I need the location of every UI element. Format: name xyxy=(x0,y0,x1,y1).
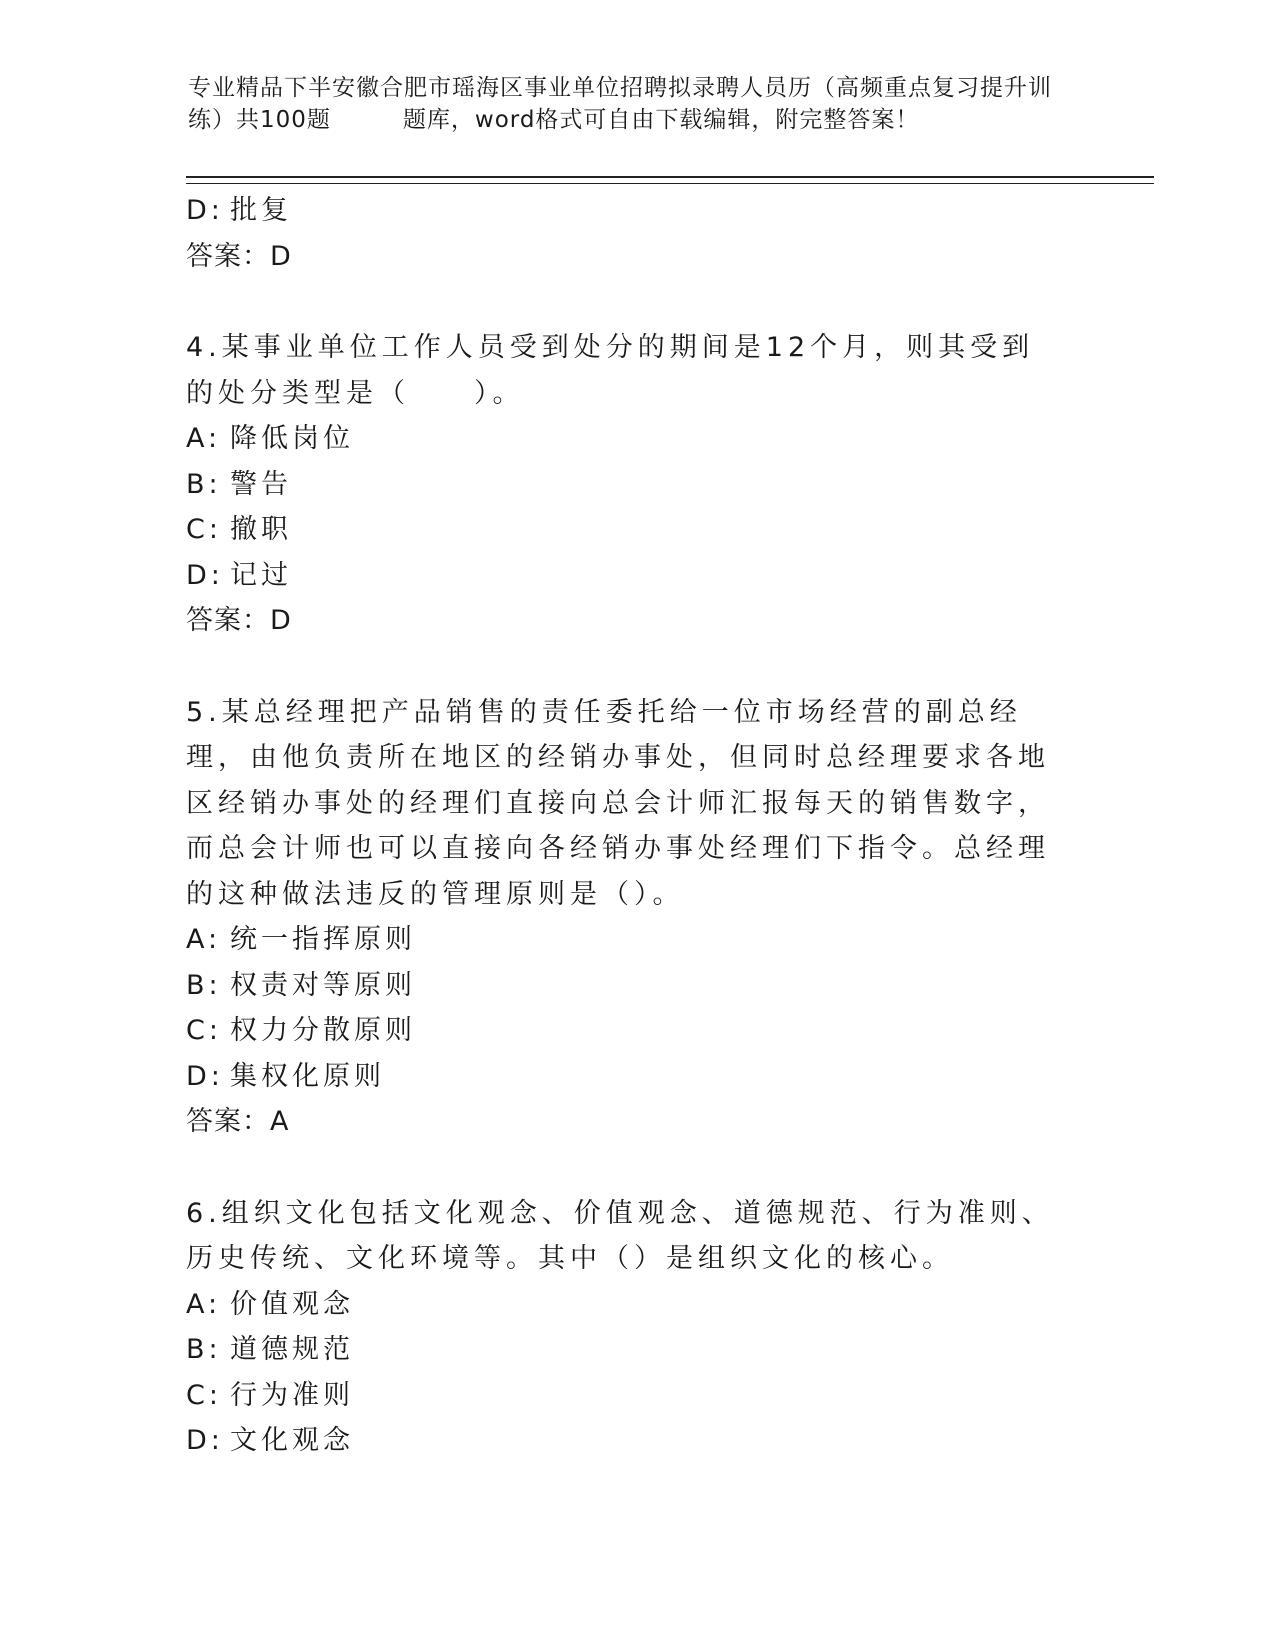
option-text: 道德规范 xyxy=(230,1334,354,1365)
option-item xyxy=(186,1418,1066,1464)
option-text: 降低岗位 xyxy=(230,423,354,454)
option-key: C: xyxy=(186,1379,222,1411)
option-text: 批复 xyxy=(230,195,292,226)
option-item xyxy=(186,188,1066,234)
option-text: 价值观念 xyxy=(230,1288,354,1320)
option-key: C: xyxy=(186,514,222,545)
question-block xyxy=(186,690,1066,1145)
question-block xyxy=(186,325,1066,644)
option-item xyxy=(186,1327,1066,1373)
option-key: A: xyxy=(186,924,222,955)
option-text: 统一指挥原则 xyxy=(230,924,416,955)
question-stem: 5.某总经理把产品销售的责任委托给一位市场经营的副总经理，由他负责所在地区的经销办事处，但同时总经理要求各地区经销办事处的经理们直接向总会计师汇报每天的销售数字，而总会计师也可以直接向各经销办事处经理们下指令。总经理的这种做法违反的管理原则是（）。 xyxy=(186,696,1050,910)
answer-line: 答案：D xyxy=(186,605,292,636)
option-item xyxy=(186,416,1066,462)
question-block xyxy=(186,1191,1066,1464)
option-key: A: xyxy=(186,423,222,454)
option-item xyxy=(186,917,1066,963)
option-key: D: xyxy=(186,1425,224,1456)
option-text: 警告 xyxy=(230,468,292,500)
option-item xyxy=(186,1282,1066,1328)
option-item xyxy=(186,553,1066,599)
option-text: 撤职 xyxy=(230,514,292,545)
option-item xyxy=(186,1008,1066,1054)
answer-line: 答案：D xyxy=(186,240,292,272)
option-text: 文化观念 xyxy=(230,1425,354,1456)
header-divider xyxy=(186,176,1154,184)
option-key: B: xyxy=(186,1334,222,1365)
option-text: 集权化原则 xyxy=(230,1060,385,1092)
option-item xyxy=(186,1373,1066,1419)
option-key: B: xyxy=(186,468,222,500)
option-text: 行为准则 xyxy=(230,1379,354,1411)
document-body xyxy=(186,188,1066,1464)
option-item xyxy=(186,507,1066,553)
option-text: 记过 xyxy=(230,559,292,591)
question-stem: 6.组织文化包括文化观念、价值观念、道德规范、行为准则、历史传统、文化环境等。其中（）是组织文化的核心。 xyxy=(186,1197,1054,1274)
header-title: 专业精品下半安徽合肥市瑶海区事业单位招聘拟录聘人员历（高频重点复习提升训练）共100题 题库，word格式可自由下载编辑，附完整答案！ xyxy=(188,75,1052,133)
option-text: 权责对等原则 xyxy=(230,969,416,1001)
option-item xyxy=(186,963,1066,1009)
option-key: C: xyxy=(186,1015,222,1046)
option-key: D: xyxy=(186,195,224,226)
option-key: D: xyxy=(186,559,224,591)
page-header xyxy=(188,72,1088,136)
option-key: D: xyxy=(186,1060,224,1092)
option-item xyxy=(186,1054,1066,1100)
option-item xyxy=(186,462,1066,508)
question-stem: 4.某事业单位工作人员受到处分的期间是12个月，则其受到的处分类型是（ ）。 xyxy=(186,332,1035,409)
option-key: B: xyxy=(186,969,222,1001)
option-text: 权力分散原则 xyxy=(230,1015,416,1046)
answer-line: 答案：A xyxy=(186,1106,290,1137)
option-key: A: xyxy=(186,1288,222,1320)
